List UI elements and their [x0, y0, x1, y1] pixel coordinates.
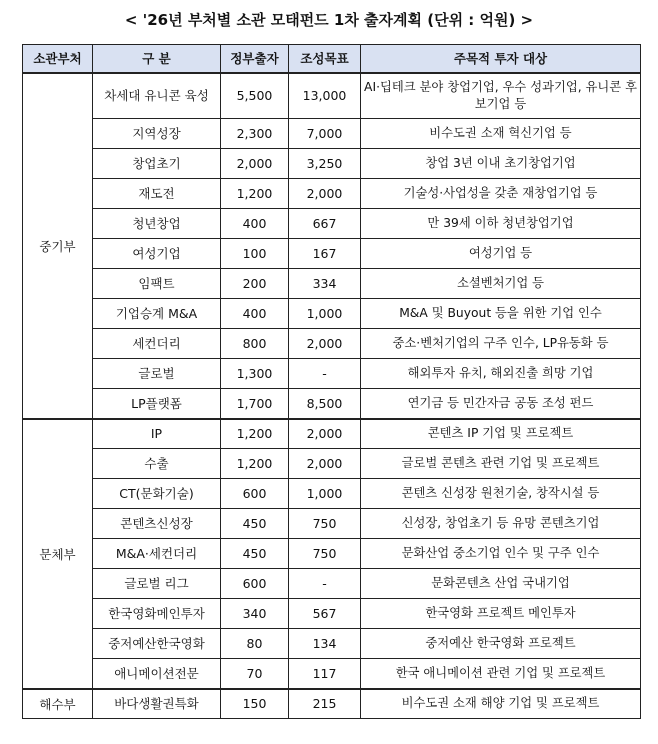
row-fund-target: 2,000: [289, 179, 361, 209]
row-gov-investment: 1,200: [221, 419, 289, 449]
header-ministry: 소관부처: [23, 45, 93, 73]
row-purpose: 기술성·사업성을 갖춘 재창업기업 등: [361, 179, 641, 209]
row-fund-target: 667: [289, 209, 361, 239]
table-row: [23, 509, 641, 539]
row-purpose: 콘텐츠 IP 기업 및 프로젝트: [361, 419, 641, 449]
row-gov-investment: 5,500: [221, 73, 289, 119]
table-row: [23, 73, 641, 119]
ministry-cell-ocean: 해수부: [23, 689, 93, 719]
row-fund-target: 2,000: [289, 449, 361, 479]
row-category: 세컨더리: [93, 329, 221, 359]
row-gov-investment: 100: [221, 239, 289, 269]
table-row: [23, 299, 641, 329]
row-category: 애니메이션전문: [93, 659, 221, 689]
row-purpose: M&A 및 Buyout 등을 위한 기업 인수: [361, 299, 641, 329]
row-gov-investment: 400: [221, 209, 289, 239]
row-category: 차세대 유니콘 육성: [93, 73, 221, 119]
row-fund-target: 134: [289, 629, 361, 659]
row-category: 청년창업: [93, 209, 221, 239]
row-purpose: 비수도권 소재 해양 기업 및 프로젝트: [361, 689, 641, 719]
row-category: 바다생활권특화: [93, 689, 221, 719]
row-gov-investment: 1,200: [221, 179, 289, 209]
header-fund-target: 조성목표: [289, 45, 361, 73]
row-gov-investment: 70: [221, 659, 289, 689]
row-gov-investment: 400: [221, 299, 289, 329]
row-purpose: 신성장, 창업초기 등 유망 콘텐츠기업: [361, 509, 641, 539]
row-category: 중저예산한국영화: [93, 629, 221, 659]
row-gov-investment: 150: [221, 689, 289, 719]
table-row: [23, 419, 641, 449]
row-fund-target: 750: [289, 509, 361, 539]
row-fund-target: 1,000: [289, 479, 361, 509]
row-category: CT(문화기술): [93, 479, 221, 509]
table-row: [23, 449, 641, 479]
row-category: M&A·세컨더리: [93, 539, 221, 569]
table-row: [23, 119, 641, 149]
row-fund-target: -: [289, 359, 361, 389]
row-purpose: 글로벌 콘텐츠 관련 기업 및 프로젝트: [361, 449, 641, 479]
table-row: [23, 209, 641, 239]
table-row: [23, 149, 641, 179]
row-category: 글로벌 리그: [93, 569, 221, 599]
page-title: < '26년 부처별 소관 모태펀드 1차 출자계획 (단위 : 억원) >: [124, 11, 534, 29]
row-fund-target: 1,000: [289, 299, 361, 329]
table-row: [23, 239, 641, 269]
table-row: [23, 329, 641, 359]
row-category: 수출: [93, 449, 221, 479]
table-row: [23, 569, 641, 599]
header-category: 구 분: [93, 45, 221, 73]
header-investment-purpose: 주목적 투자 대상: [361, 45, 641, 73]
row-purpose: 한국 애니메이션 관련 기업 및 프로젝트: [361, 659, 641, 689]
row-purpose: 비수도권 소재 혁신기업 등: [361, 119, 641, 149]
row-category: 재도전: [93, 179, 221, 209]
table-row: [23, 689, 641, 719]
row-gov-investment: 2,000: [221, 149, 289, 179]
row-purpose: AI·딥테크 분야 창업기업, 우수 성과기업, 유니콘 후보기업 등: [361, 73, 641, 119]
row-category: 임팩트: [93, 269, 221, 299]
table-row: [23, 179, 641, 209]
table-row: [23, 479, 641, 509]
row-gov-investment: 450: [221, 509, 289, 539]
row-fund-target: 13,000: [289, 73, 361, 119]
row-purpose: 문화콘텐츠 산업 국내기업: [361, 569, 641, 599]
row-fund-target: 3,250: [289, 149, 361, 179]
row-purpose: 중소·벤처기업의 구주 인수, LP유동화 등: [361, 329, 641, 359]
row-fund-target: 334: [289, 269, 361, 299]
table-row: [23, 599, 641, 629]
row-gov-investment: 800: [221, 329, 289, 359]
row-purpose: 콘텐츠 신성장 원천기술, 창작시설 등: [361, 479, 641, 509]
ministry-cell-culture: 문체부: [23, 419, 93, 689]
row-gov-investment: 80: [221, 629, 289, 659]
row-category: 지역성장: [93, 119, 221, 149]
row-gov-investment: 600: [221, 569, 289, 599]
row-fund-target: 167: [289, 239, 361, 269]
investment-plan-table: [22, 44, 641, 719]
row-fund-target: 7,000: [289, 119, 361, 149]
row-purpose: 창업 3년 이내 초기창업기업: [361, 149, 641, 179]
row-gov-investment: 1,700: [221, 389, 289, 419]
row-fund-target: 750: [289, 539, 361, 569]
table-row: [23, 629, 641, 659]
row-category: LP플랫폼: [93, 389, 221, 419]
row-category: 여성기업: [93, 239, 221, 269]
row-gov-investment: 200: [221, 269, 289, 299]
row-category: 기업승계 M&A: [93, 299, 221, 329]
row-category: 창업초기: [93, 149, 221, 179]
table-row: [23, 359, 641, 389]
row-fund-target: 8,500: [289, 389, 361, 419]
ministry-cell-sme: 중기부: [23, 73, 93, 419]
table-row: [23, 269, 641, 299]
row-purpose: 중저예산 한국영화 프로젝트: [361, 629, 641, 659]
row-purpose: 여성기업 등: [361, 239, 641, 269]
row-purpose: 만 39세 이하 청년창업기업: [361, 209, 641, 239]
row-gov-investment: 340: [221, 599, 289, 629]
row-gov-investment: 450: [221, 539, 289, 569]
row-purpose: 소셜벤처기업 등: [361, 269, 641, 299]
header-gov-investment: 정부출자: [221, 45, 289, 73]
row-fund-target: -: [289, 569, 361, 599]
table-row: [23, 659, 641, 689]
row-purpose: 문화산업 중소기업 인수 및 구주 인수: [361, 539, 641, 569]
row-category: 한국영화메인투자: [93, 599, 221, 629]
row-purpose: 해외투자 유치, 해외진출 희망 기업: [361, 359, 641, 389]
row-fund-target: 567: [289, 599, 361, 629]
table-row: [23, 389, 641, 419]
row-gov-investment: 600: [221, 479, 289, 509]
row-category: 글로벌: [93, 359, 221, 389]
row-gov-investment: 2,300: [221, 119, 289, 149]
row-gov-investment: 1,200: [221, 449, 289, 479]
row-fund-target: 2,000: [289, 329, 361, 359]
row-fund-target: 117: [289, 659, 361, 689]
row-category: IP: [93, 419, 221, 449]
table-header-row: [23, 45, 641, 73]
row-category: 콘텐츠신성장: [93, 509, 221, 539]
row-fund-target: 2,000: [289, 419, 361, 449]
row-fund-target: 215: [289, 689, 361, 719]
row-purpose: 연기금 등 민간자금 공동 조성 펀드: [361, 389, 641, 419]
row-gov-investment: 1,300: [221, 359, 289, 389]
row-purpose: 한국영화 프로젝트 메인투자: [361, 599, 641, 629]
table-row: [23, 539, 641, 569]
